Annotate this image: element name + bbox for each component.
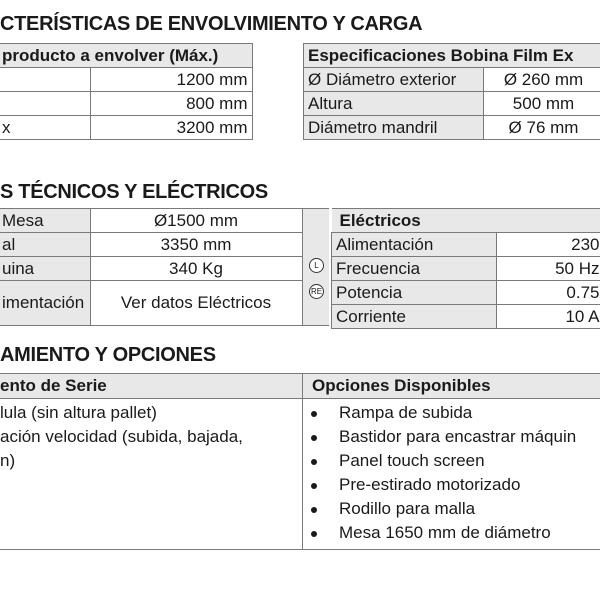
- product-table-header: producto a envolver (Máx.): [0, 44, 252, 68]
- product-row-label: [0, 92, 90, 116]
- tech-row-value: Ø1500 mm: [90, 209, 302, 233]
- product-row-value: 800 mm: [90, 92, 252, 116]
- tech-row-label: Mesa: [0, 209, 90, 233]
- electric-label: Frecuencia: [332, 257, 497, 281]
- product-dimensions-table: [0, 43, 253, 140]
- serie-list: [0, 401, 243, 473]
- electric-label: Corriente: [332, 305, 497, 329]
- product-row-label: x: [0, 116, 90, 140]
- cert-mark-re-icon: RE: [309, 284, 324, 299]
- product-row-label: [0, 68, 90, 92]
- equipment-table: [0, 373, 600, 550]
- film-spec-value: Ø 260 mm: [484, 68, 600, 92]
- product-row-value: 1200 mm: [90, 68, 252, 92]
- tech-row-label: al: [0, 233, 90, 257]
- option-item: Panel touch screen: [301, 449, 576, 473]
- cert-marks-strip: [303, 208, 329, 326]
- electric-label: Alimentación: [332, 233, 497, 257]
- product-row-value: 3200 mm: [90, 116, 252, 140]
- electric-header: Eléctricos: [332, 209, 600, 233]
- section-title-tecnicos: S TÉCNICOS Y ELÉCTRICOS: [0, 181, 268, 203]
- option-item: Rodillo para malla: [301, 497, 576, 521]
- tech-row-value: 340 Kg: [90, 257, 302, 281]
- options-list: [301, 401, 576, 545]
- film-spec-table: [303, 43, 600, 140]
- option-item: Bastidor para encastrar máquin: [301, 425, 576, 449]
- technical-data-table: [0, 208, 303, 326]
- section-title-envolvimiento: CTERÍSTICAS DE ENVOLVIMIENTO Y CARGA: [0, 13, 423, 35]
- options-header: Opciones Disponibles: [312, 376, 491, 395]
- film-spec-header: Especificaciones Bobina Film Ex: [304, 44, 600, 68]
- option-item: Pre-estirado motorizado: [301, 473, 576, 497]
- tech-row-label: imentación: [0, 281, 90, 326]
- film-spec-label: Ø Diámetro exterior: [304, 68, 484, 92]
- section-title-equipamiento: AMIENTO Y OPCIONES: [0, 344, 216, 366]
- serie-header: ento de Serie: [0, 376, 107, 395]
- electric-value: 10 A: [497, 305, 600, 329]
- film-spec-value: 500 mm: [484, 92, 600, 116]
- cert-mark-l-icon: L: [309, 258, 324, 273]
- serie-line: lula (sin altura pallet): [0, 403, 157, 422]
- film-spec-label: Altura: [304, 92, 484, 116]
- tech-row-value: Ver datos Eléctricos: [90, 281, 302, 326]
- electric-table: [331, 208, 600, 329]
- electric-label: Potencia: [332, 281, 497, 305]
- option-item: Mesa 1650 mm de diámetro: [301, 521, 576, 545]
- electric-value: 0.75: [497, 281, 600, 305]
- option-item: Rampa de subida: [301, 401, 576, 425]
- electric-value: 230: [497, 233, 600, 257]
- tech-row-label: uina: [0, 257, 90, 281]
- electric-value: 50 Hz: [497, 257, 600, 281]
- film-spec-label: Diámetro mandril: [304, 116, 484, 140]
- serie-line: n): [0, 451, 16, 470]
- tech-row-value: 3350 mm: [90, 233, 302, 257]
- serie-line: ación velocidad (subida, bajada,: [0, 427, 243, 446]
- film-spec-value: Ø 76 mm: [484, 116, 600, 140]
